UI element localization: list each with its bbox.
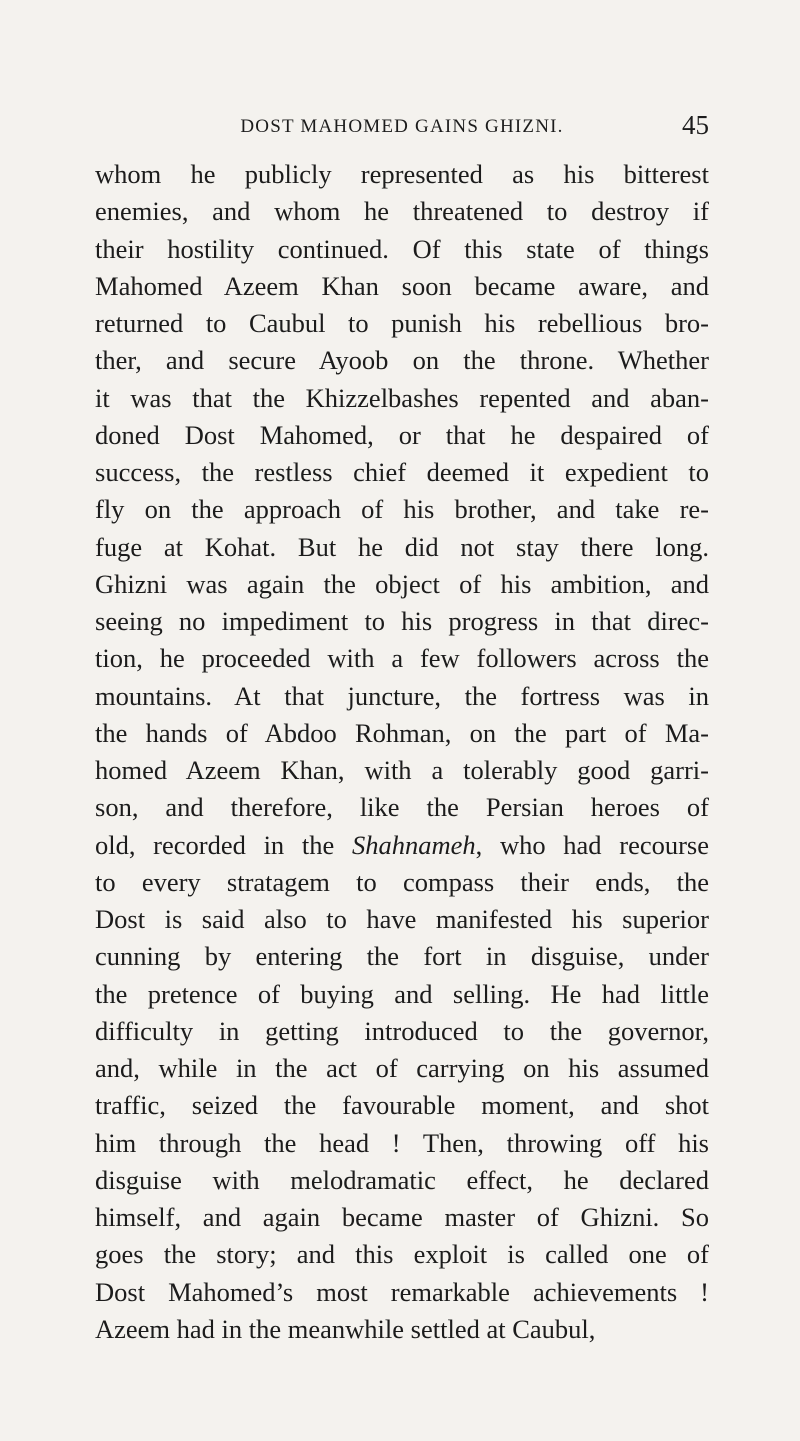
text-line: enemies, and whom he threatened to destroy if [95,196,709,227]
text-line: Ghizni was again the object of his ambition, and [95,568,709,599]
text-line: doned Dost Mahomed, or that he despaired of [95,419,709,450]
text-line: Azeem had in the meanwhile settled at Caubul, [95,1313,596,1344]
text-line: traffic, seized the favourable moment, and shot [95,1090,709,1121]
text-line: to every stratagem to compass their ends, the [95,866,709,897]
text-line: ther, and secure Ayoob on the throne. Whether [95,345,709,376]
text-line: homed Azeem Khan, with a tolerably good garri- [95,755,709,785]
text-line: success, the restless chief deemed it expedient to [95,457,709,487]
text-line: disguise with melodramatic effect, he declared [95,1164,709,1195]
text-line: Dost Mahomed’s most remarkable achievements ! [95,1276,709,1307]
text-line: Mahomed Azeem Khan soon became aware, and [95,270,709,301]
book-title-italic: Shahnameh [351,829,476,860]
page-number: 45 [682,110,709,140]
text-line: fuge at Kohat. But he did not stay there long. [95,531,709,562]
text-line: him through the head ! Then, throwing off his [95,1127,709,1158]
text-segment: old, recorded in the [95,829,352,860]
text-line: fly on the approach of his brother, and take re- [95,494,709,525]
text-line: and, while in the act of carrying on his assumed [95,1053,709,1083]
text-line: difficulty in getting introduced to the governor, [95,1015,709,1046]
text-line: the hands of Abdoo Rohman, on the part of Ma- [95,717,709,748]
text-line: son, and therefore, like the Persian heroes of [95,792,709,823]
text-line: the pretence of buying and selling. He had little [95,978,709,1009]
text-line: it was that the Khizzelbashes repented and aban- [95,382,709,413]
text-line: returned to Caubul to punish his rebellious bro- [95,308,709,338]
text-line: their hostility continued. Of this state of things [95,233,709,264]
chapter-heading: DOST MAHOMED GAINS GHIZNI. [240,116,564,137]
text-line: mountains. At that juncture, the fortress was in [95,680,709,711]
text-segment: , who had recourse [475,829,709,860]
text-line: seeing no impediment to his progress in that direc- [95,606,709,636]
text-line: Dost is said also to have manifested his superior [95,904,709,934]
text-line [95,827,709,864]
running-head [95,110,709,144]
text-line: whom he publicly represented as his bitterest [95,159,709,189]
text-line: himself, and again became master of Ghizni. So [95,1202,709,1232]
text-line: cunning by entering the fort in disguise, under [95,941,709,972]
body-text [95,156,709,1348]
text-line: goes the story; and this exploit is called one of [95,1239,709,1270]
text-line: tion, he proceeded with a few followers across the [95,643,709,674]
